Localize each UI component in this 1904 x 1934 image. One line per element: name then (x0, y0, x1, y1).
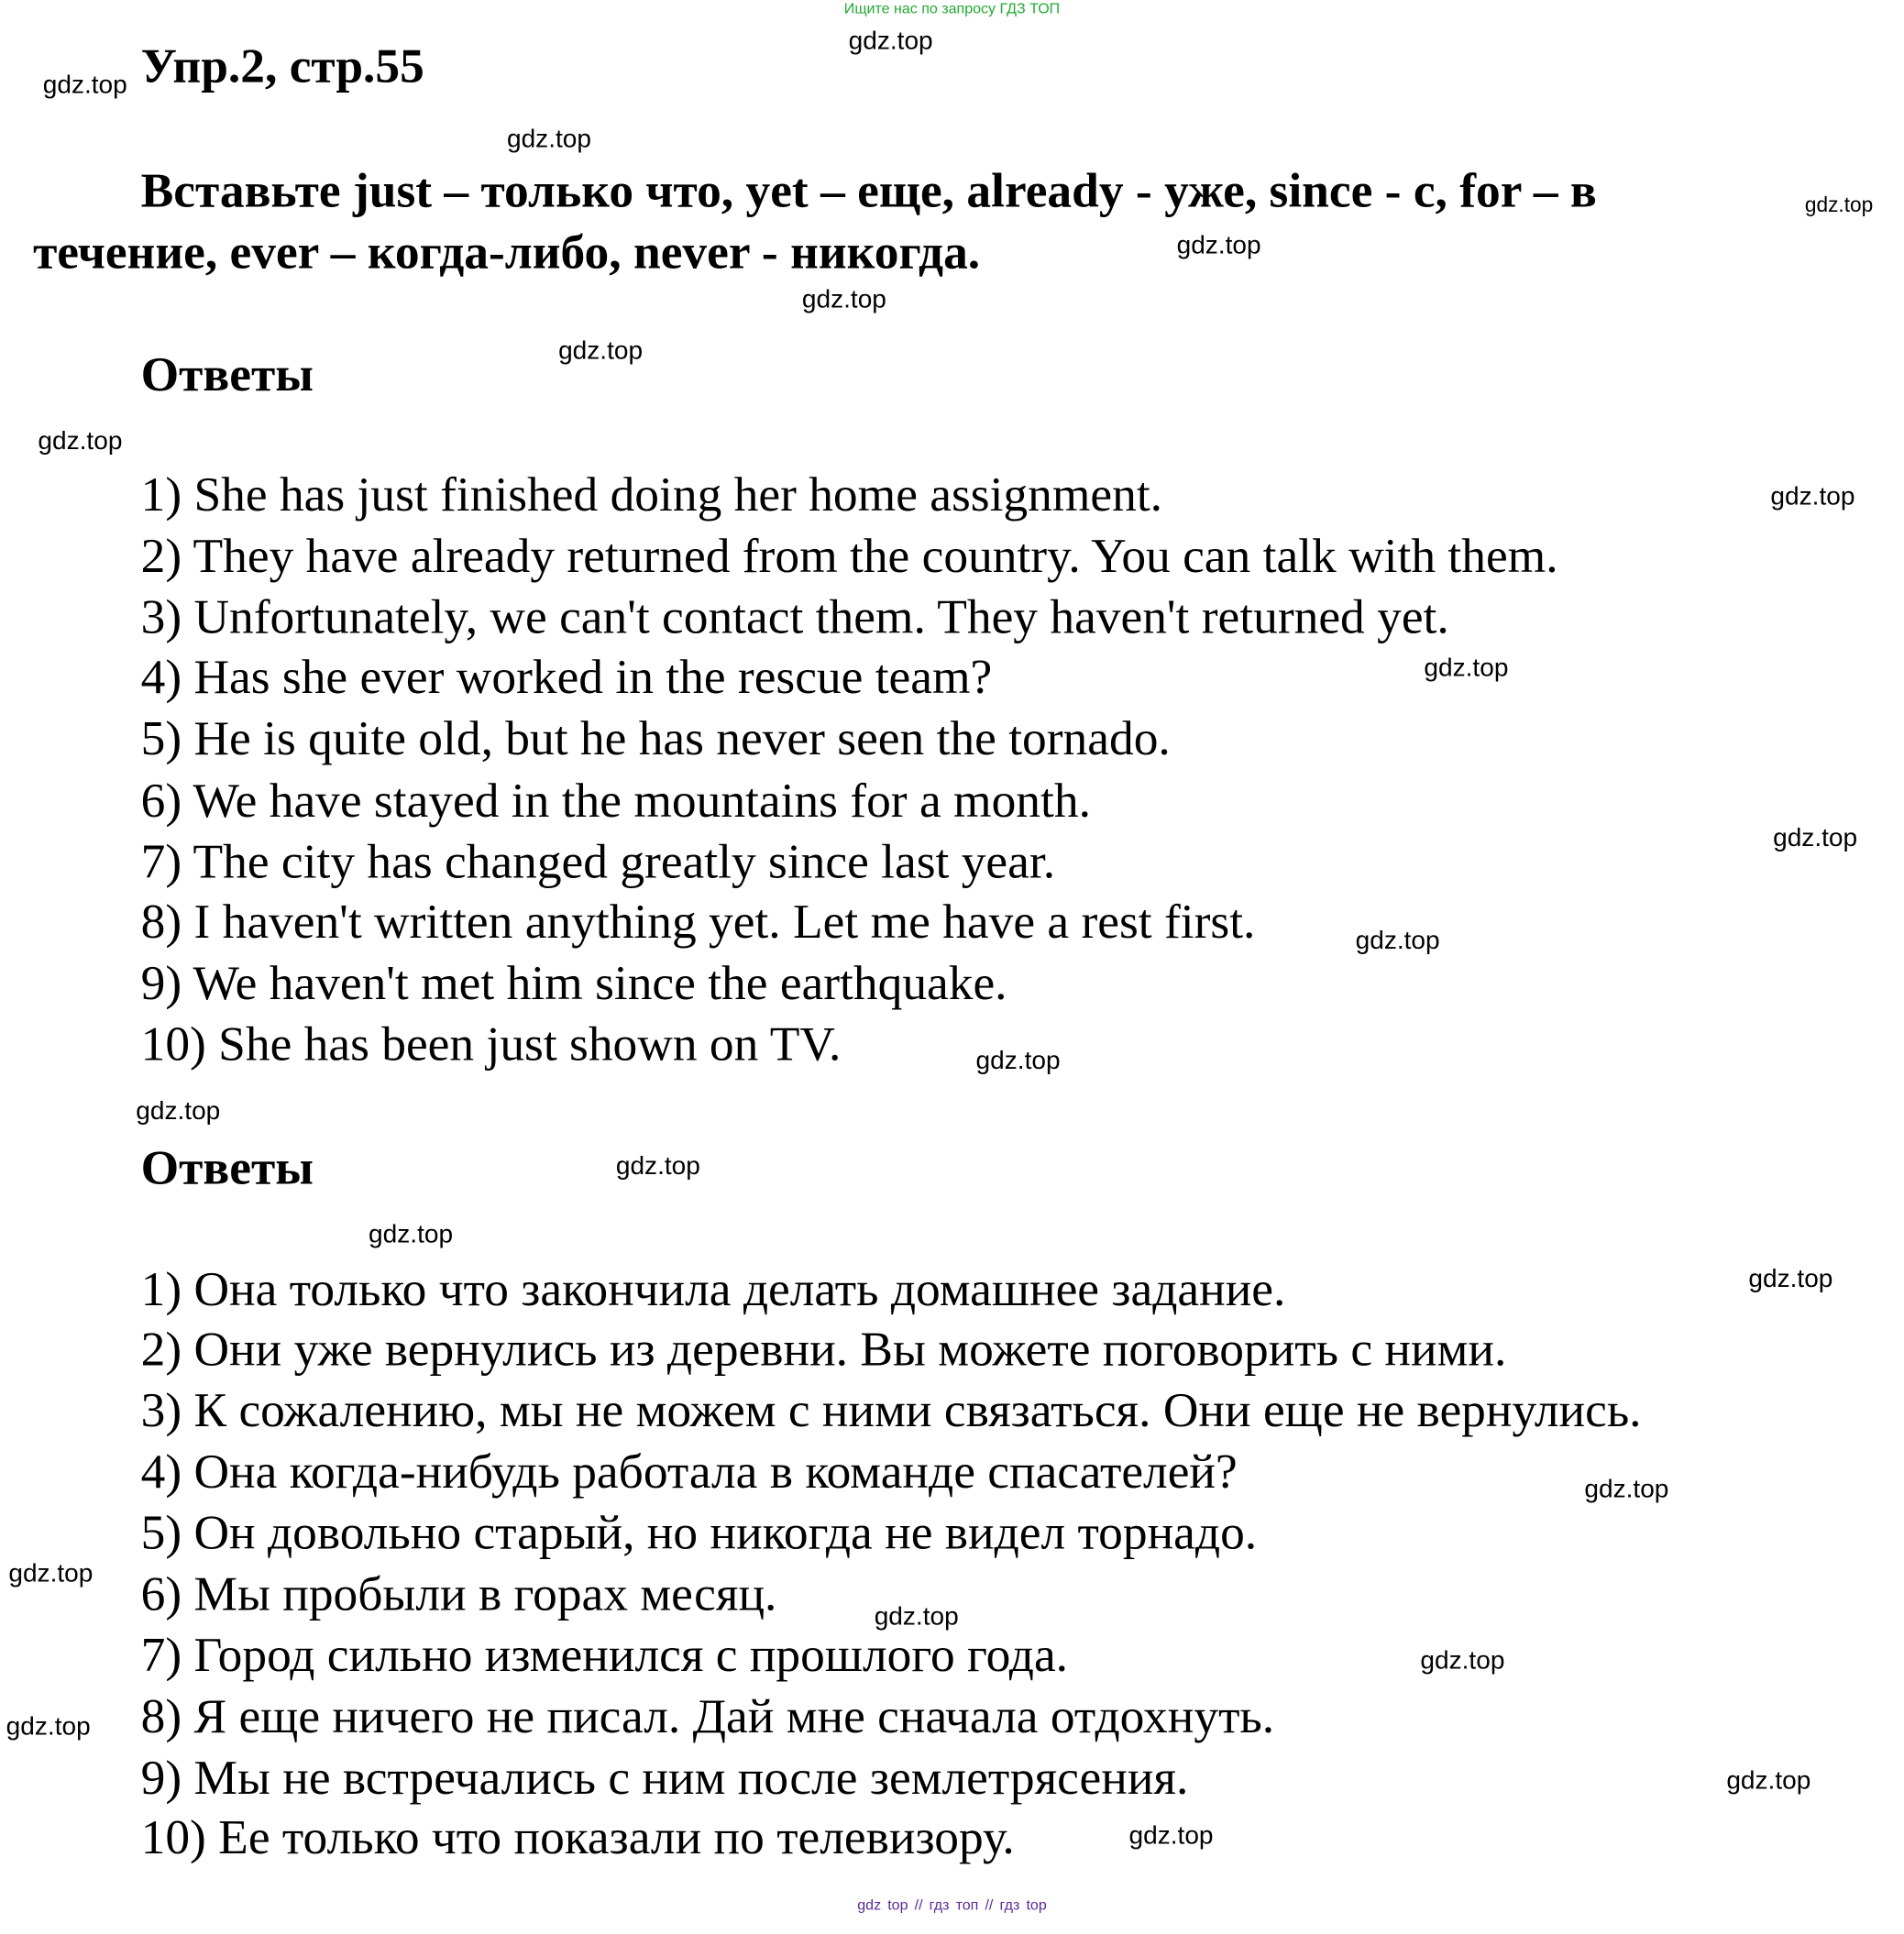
answer-en-3: 3) Unfortunately, we can't contact them. They haven't returned yet. (140, 588, 1449, 644)
watermark: gdz.top (1355, 927, 1440, 955)
watermark: gdz.top (506, 125, 591, 153)
watermark: gdz.top (6, 1712, 91, 1742)
watermark: gdz.top (369, 1220, 454, 1249)
answer-ru-6: 6) Мы пробыли в горах месяц. (140, 1566, 777, 1621)
watermark: gdz.top (801, 285, 886, 313)
header-search-link[interactable]: Ищите нас по запросу ГДЗ ТОП (843, 0, 1061, 17)
answer-ru-1: 1) Она только что закончила делать домашнее задание. (140, 1260, 1286, 1316)
watermark: gdz.top (558, 336, 644, 366)
answer-ru-7: 7) Город сильно изменился с прошлого года. (140, 1627, 1069, 1683)
task-instruction-line-1: Вставьте just – только что, yet – еще, already - уже, since - с, for – в (140, 162, 1597, 218)
footer-links[interactable]: gdz top // гдз топ // гдз top (857, 1896, 1047, 1914)
answer-en-6: 6) We have stayed in the mountains for a month. (140, 772, 1091, 828)
answer-en-2: 2) They have already returned from the country. You can talk with them. (140, 527, 1558, 583)
answer-en-4: 4) Has she ever worked in the rescue team? (140, 648, 993, 705)
watermark: gdz.top (1584, 1475, 1669, 1504)
watermark: gdz.top (1726, 1766, 1811, 1796)
answer-en-8: 8) I haven't written anything yet. Let me have a rest first. (140, 894, 1256, 950)
watermark: gdz.top (136, 1096, 221, 1126)
answer-ru-8: 8) Я еще ничего не писал. Дай мне сначала отдохнуть. (140, 1687, 1275, 1744)
answer-ru-3: 3) К сожалению, мы не можем с ними связаться. Они еще не вернулись. (140, 1382, 1642, 1438)
watermark: gdz.top (848, 27, 933, 56)
watermark: gdz.top (38, 427, 123, 456)
watermark: gdz.top (8, 1559, 94, 1588)
watermark: gdz.top (874, 1602, 959, 1632)
answer-en-7: 7) The city has changed greatly since last year. (140, 833, 1056, 889)
answer-ru-10: 10) Ее только что показали по телевизору. (140, 1809, 1015, 1865)
watermark: gdz.top (1748, 1264, 1833, 1293)
watermark: gdz.top (1770, 482, 1855, 511)
watermark: gdz.top (42, 71, 127, 100)
watermark: gdz.top (615, 1151, 700, 1181)
watermark: gdz.top (1773, 823, 1858, 852)
answer-ru-2: 2) Они уже вернулись из деревни. Вы можете поговорить с ними. (140, 1321, 1507, 1377)
answer-ru-4: 4) Она когда-нибудь работала в команде спасателей? (140, 1443, 1238, 1499)
watermark: gdz.top (1176, 231, 1261, 260)
answer-en-1: 1) She has just finished doing her home assignment. (140, 466, 1163, 522)
watermark: gdz.top (975, 1047, 1061, 1075)
task-instruction-line-2: течение, ever – когда-либо, never - никогда. (33, 224, 981, 280)
watermark: gdz.top (1804, 193, 1874, 217)
watermark: gdz.top (1420, 1646, 1505, 1676)
answer-en-5: 5) He is quite old, but he has never seen the tornado. (140, 709, 1171, 765)
watermark: gdz.top (1128, 1821, 1214, 1851)
answer-en-9: 9) We haven't met him since the earthquake. (140, 954, 1007, 1010)
answers-heading-ru: Ответы (140, 1139, 314, 1195)
answer-ru-9: 9) Мы не встречались с ним после землетрясения. (140, 1749, 1189, 1805)
exercise-title: Упр.2, стр.55 (140, 38, 424, 93)
answers-heading-en: Ответы (140, 346, 314, 402)
watermark: gdz.top (1424, 654, 1509, 682)
answer-ru-5: 5) Он довольно старый, но никогда не видел торнадо. (140, 1504, 1258, 1560)
answer-en-10: 10) She has been just shown on TV. (140, 1016, 842, 1071)
